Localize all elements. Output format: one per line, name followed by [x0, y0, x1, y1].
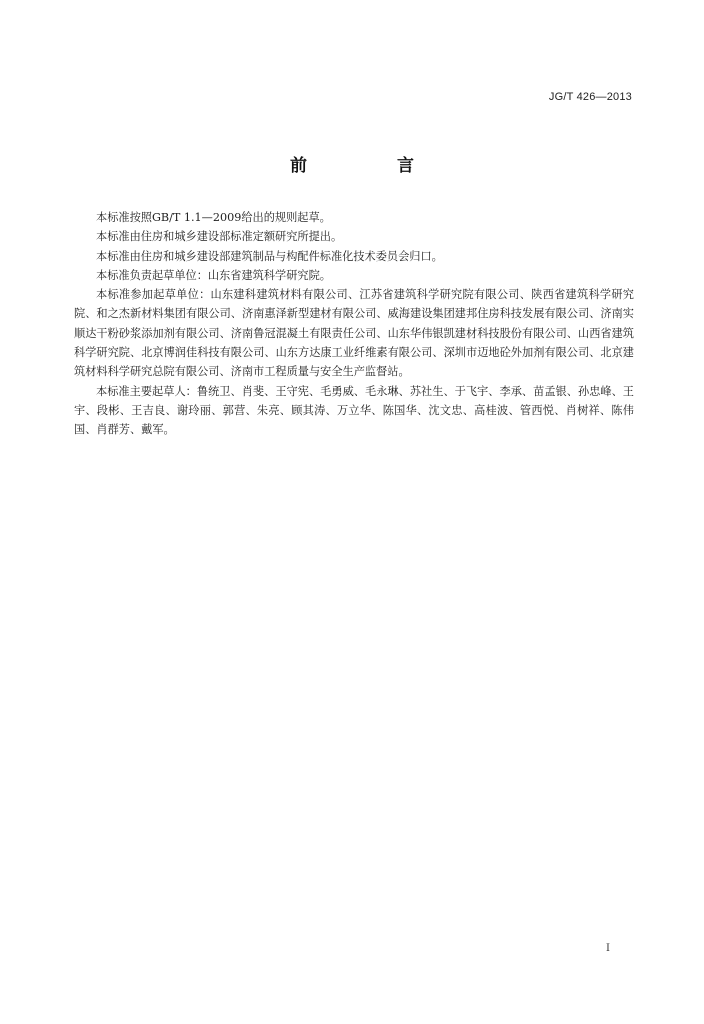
standard-code: JG/T 426—2013: [548, 91, 632, 103]
foreword-body: [74, 208, 634, 440]
paragraph-centralized-unit: 本标准由住房和城乡建设部建筑制品与构配件标准化技术委员会归口。: [96, 249, 443, 263]
paragraph-participating-units: 本标准参加起草单位：山东建科建筑材料有限公司、江苏省建筑科学研究院有限公司、陕西省建筑科学研究院、和之杰新材料集团有限公司、济南惠泽新型建材有限公司、威海建设集团建邦住房科技发展有限公司、济南实顺达干粉砂浆添加剂有限公司、济南鲁冠混凝土有限责任公司、山东华伟银凯建材科技股份有限公司、山西省建筑科学研究院、北京博润佳科技有限公司、山东方达康工业纤维素有限公司、深圳市迈地砼外加剂有限公司、北京建筑材料科学研究总院有限公司、济南市工程质量与安全生产监督站。: [74, 288, 634, 379]
page-number: I: [606, 943, 610, 954]
paragraph-drafting-rules: 本标准按照GB/T 1.1—2009给出的规则起草。: [96, 211, 331, 224]
paragraph-lead-drafter: 本标准负责起草单位：山东省建筑科学研究院。: [96, 268, 331, 282]
page-title: 前 言: [290, 156, 456, 176]
paragraph-main-drafters: 本标准主要起草人：鲁统卫、肖斐、王守宪、毛勇威、毛永琳、苏社生、于飞宇、李承、苗孟银、孙忠峰、王宇、段彬、王吉良、谢玲丽、郭营、朱亮、顾其涛、万立华、陈国华、沈文忠、高桂波、管西悦、肖树祥、陈伟国、肖群芳、戴军。: [74, 384, 634, 437]
paragraph-proposer: 本标准由住房和城乡建设部标准定额研究所提出。: [96, 230, 343, 244]
